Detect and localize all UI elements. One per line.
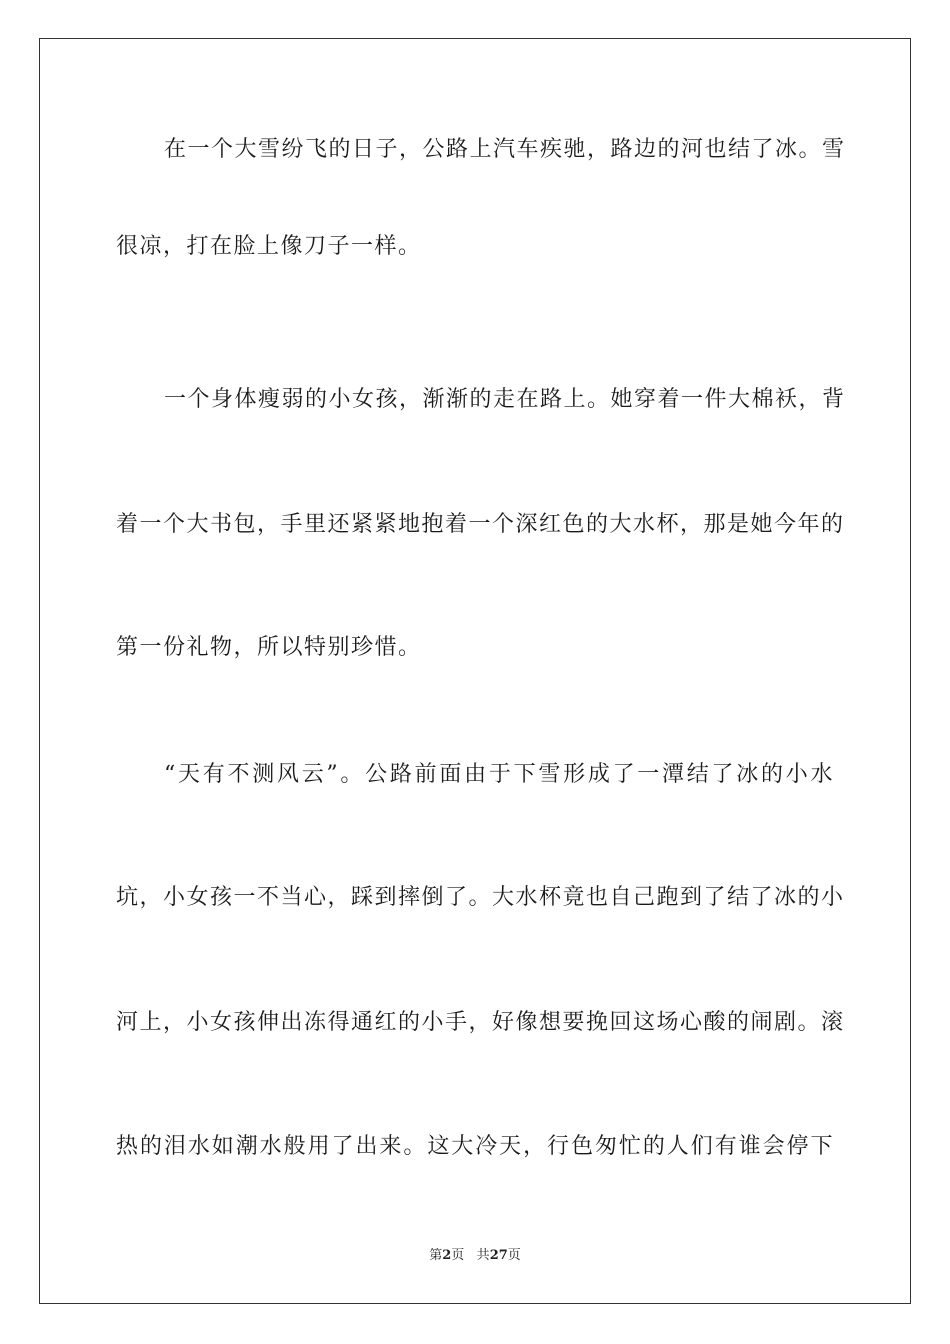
total-prefix: 共: [476, 1248, 490, 1263]
paragraph-3-line-3: 河上，小女孩伸出冻得通红的小手，好像想要挽回这场心酸的闹剧。滚: [116, 1010, 845, 1035]
paragraph-1-line-1: 在一个大雪纷飞的日子，公路上汽车疾驰，路边的河也结了冰。雪: [164, 137, 846, 162]
current-page-number: 2: [442, 1248, 452, 1263]
page-border: [39, 38, 911, 1304]
paragraph-3-line-2: 坑，小女孩一不当心，踩到摔倒了。大水杯竟也自己跑到了结了冰的小: [116, 885, 845, 910]
total-unit: 页: [507, 1248, 521, 1263]
paragraph-3-line-4: 热的泪水如潮水般用了出来。这大冷天，行色匆忙的人们有谁会停下: [116, 1134, 834, 1159]
paragraph-2-line-1: 一个身体瘦弱的小女孩，渐渐的走在路上。她穿着一件大棉袄，背: [164, 387, 846, 412]
paragraph-1-line-2: 很凉，打在脸上像刀子一样。: [116, 234, 422, 259]
page-unit: 页: [451, 1248, 465, 1263]
paragraph-3-line-1: “天有不测风云”。公路前面由于下雪形成了一潭结了冰的小水: [164, 762, 834, 787]
total-page-count: 27: [489, 1248, 508, 1263]
paragraph-2-line-3: 第一份礼物，所以特别珍惜。: [116, 635, 422, 660]
paragraph-2-line-2: 着一个大书包，手里还紧紧地抱着一个深红色的大水杯，那是她今年的: [116, 512, 845, 537]
page-prefix: 第: [429, 1248, 443, 1263]
page-footer: [0, 1247, 950, 1265]
